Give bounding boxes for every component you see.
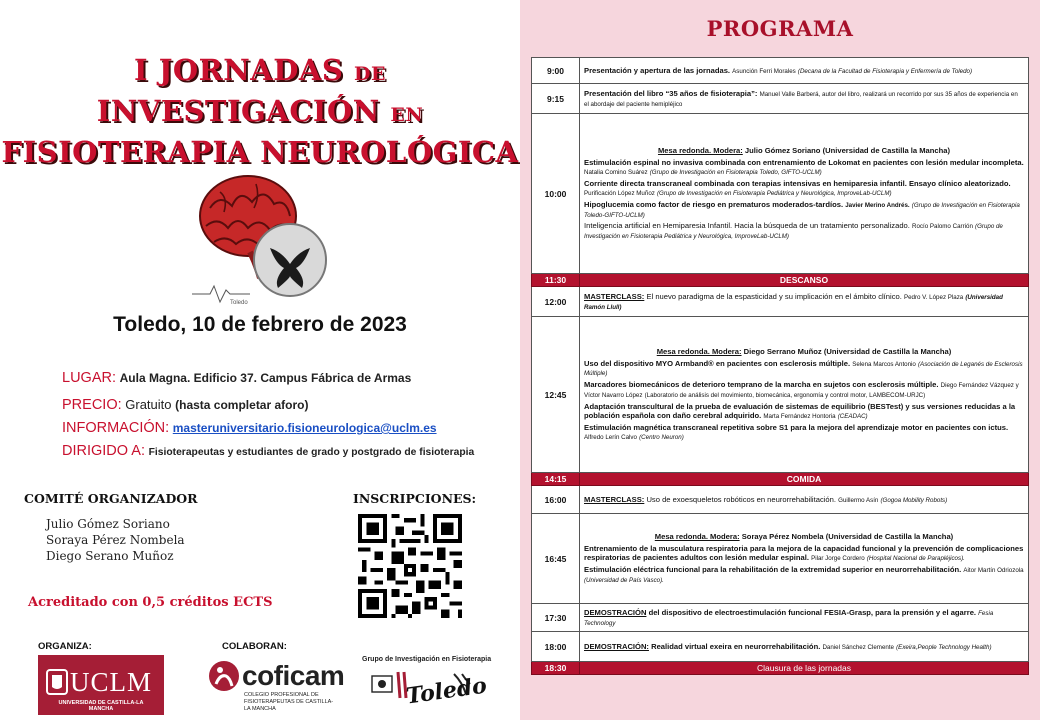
info-dirigido: DIRIGIDO A: Fisioterapeutas y estudiantes de grado y postgrado de fisioterapia (62, 443, 475, 459)
coficam-emblem-icon (208, 660, 240, 692)
session-time: 9:00 (532, 58, 580, 84)
schedule-row (532, 317, 1029, 473)
round-table-moderator: Mesa redonda. Modera: Soraya Pérez Nombela (Universidad de Castilla la Mancha) (654, 532, 954, 542)
program-panel (520, 0, 1040, 720)
event-title: I JORNADAS DE INVESTIGACIÓN EN FISIOTERAPIA NEUROLÓGICA (1, 53, 519, 169)
talk-item: Corriente directa transcraneal combinada con terapias intensivas en hemiparesia infantil. Ensayo clínico aleatorizado. Purificación López Muñoz (Grupo de Investigación en Fisioterapia Pediátrica y Neurológica, ImproveLab-UCLM) (584, 178, 1011, 198)
session-time: 12:45 (532, 317, 580, 473)
talk-item: Inteligencia artificial en Hemiparesia Infantil. Hacia la búsqueda de un tratamiento personalizado. Rocío Palomo Carrión (Grupo de Investigación en Fisioterapia Pediátrica y Neurológica, ImproveLab-UCLM) (584, 221, 1003, 241)
uclm-emblem-icon (46, 669, 68, 695)
session-content: DEMOSTRACIÓN del dispositivo de electroestimulación funcional FESIA-Grasp, para la prensión y el agarre. Fesia Technology (580, 604, 1029, 632)
session-time: 16:00 (532, 486, 580, 514)
program-heading: PROGRAMA (706, 16, 854, 41)
session-content: Presentación del libro “35 años de fisioterapia”: Manuel Valle Barberá, autor del libro, realizará un recorrido por sus 35 años de experiencia en el abordaje del paciente hemipléjico (580, 84, 1029, 114)
talk-item: Adaptación transcultural de la prueba de evaluación de sistemas de equilibrio (BESTest) y sus versiones reducidas a la población española con daño cerebral adquirido. Marta Fernández Hontoria (CEADAC) (584, 401, 1016, 420)
ects-credits-note: Acreditado con 0,5 créditos ECTS (28, 595, 273, 610)
schedule-row (532, 604, 1029, 632)
talk-item: Entrenamiento de la musculatura respiratoria para la mejora de la capacidad funcional y la prevención de complicaciones respiratorias de pacientes adultos con lesión medular espinal. Pilar Jorge Cordero (Hospital Nacional de Parapléjicos). (584, 543, 1024, 563)
session-time: 9:15 (532, 84, 580, 114)
schedule-break-row (532, 274, 1029, 287)
session-content: MASTERCLASS: El nuevo paradigma de la espasticidad y su implicación en el ámbito clínico. Pedro V. López Plaza (Universidad Ramón Llull) (580, 287, 1029, 317)
schedule-row (532, 58, 1029, 84)
closing-label: Clausura de las jornadas (580, 662, 1029, 675)
schedule-row (532, 632, 1029, 662)
talk-item: Estimulación eléctrica funcional para la rehabilitación de la extremidad superior en neurorrehabilitación. Aitor Martín Odriozola (Universidad de País Vasco). (584, 565, 1024, 584)
session-time: 14:15 (532, 473, 580, 486)
schedule-row (532, 84, 1029, 114)
session-content: MASTERCLASS: Uso de exoesqueletos robóticos en neurorrehabilitación. Guillermo Asín (Gogoa Mobility Robots) (580, 486, 1029, 514)
organiza-label: ORGANIZA: (38, 641, 92, 652)
round-table-moderator: Mesa redonda. Modera: Julio Gómez Soriano (Universidad de Castilla la Mancha) (657, 146, 951, 156)
round-table-moderator: Mesa redonda. Modera: Diego Serrano Muñoz (Universidad de Castilla la Mancha) (656, 347, 952, 357)
session-time: 16:45 (532, 514, 580, 604)
session-content (580, 114, 1029, 274)
schedule-break-row (532, 662, 1029, 675)
schedule-row (532, 486, 1029, 514)
brain-spinal-cord-illustration (190, 168, 330, 308)
program-schedule-table (531, 57, 1029, 675)
talk-item: Estimulación magnética transcraneal repetitiva sobre S1 para la mejora del aprendizaje motor en pacientes con ictus. Alfredo Lerín Calvo (Centro Neuron) (584, 422, 1009, 442)
session-content (580, 514, 1029, 604)
colaboran-label: COLABORAN: (222, 641, 287, 652)
comite-member: Soraya Pérez Nombela (46, 533, 185, 547)
session-time: 12:00 (532, 287, 580, 317)
talk-item: Hipoglucemia como factor de riesgo en prematuros moderados-tardíos. Javier Merino Andrés. (Grupo de Investigación en Fisioterapia Toledo-GIFTO-UCLM) (584, 199, 1020, 219)
illustration-caption: Toledo (230, 300, 248, 306)
session-content: DEMOSTRACIÓN: Realidad virtual exeira en neurorrehabilitación. Daniel Sánchez Clemente (Exeira,People Technology Health) (580, 632, 1029, 662)
talk-item: Estimulación espinal no invasiva combinada con entrenamiento de Lokomat en pacientes con lesión medular incompleta. Natalia Comino Suárez (Grupo de Investigación en Fisioterapia Toledo, GIFTO-UCLM) (584, 157, 1024, 176)
registration-qr-code[interactable] (358, 514, 462, 618)
schedule-row (532, 287, 1029, 317)
comite-member: Diego Serano Muñoz (46, 549, 174, 563)
spinal-cord-icon (254, 224, 326, 296)
schedule-break-row (532, 473, 1029, 486)
session-time: 11:30 (532, 274, 580, 287)
contact-email-link[interactable]: masteruniversitario.fisioneurologica@uclm.es (172, 421, 437, 435)
coficam-logo: coficam COLEGIO PROFESIONAL DE FISIOTERAPEUTAS DE CASTILLA-LA MANCHA (208, 660, 338, 716)
inscripciones-heading: INSCRIPCIONES: (353, 491, 477, 506)
session-time: 18:30 (532, 662, 580, 675)
session-content (580, 317, 1029, 473)
info-precio: PRECIO: Gratuito (hasta completar aforo) (62, 397, 309, 413)
schedule-row (532, 114, 1029, 274)
session-time: 18:00 (532, 632, 580, 662)
session-time: 10:00 (532, 114, 580, 274)
comite-heading: COMITÉ ORGANIZADOR (24, 491, 198, 506)
talk-item: Marcadores biomecánicos de deterioro temprano de la marcha en sujetos con esclerosis múltiple. Diego Fernández Vázquez y Víctor Navarro López (Laboratorio de análisis del movimiento, biomecánica, ergonomía y control motor, LAMBECOM-URJC) (584, 380, 1019, 399)
schedule-row (532, 514, 1029, 604)
talk-item: Uso del dispositivo MYO Armband® en pacientes con esclerosis múltiple. Selena Marcos Antonio (Asociación de Leganés de Esclerosis Múltiple) (584, 358, 1023, 378)
session-time: 17:30 (532, 604, 580, 632)
research-group-logo: Grupo de Investigación en Fisioterapia Toledo (362, 656, 492, 710)
break-label: COMIDA (580, 473, 1029, 486)
uclm-logo: UCLM UNIVERSIDAD DE CASTILLA-LA MANCHA (38, 655, 164, 715)
comite-member: Julio Gómez Soriano (46, 517, 170, 531)
event-date: Toledo, 10 de febrero de 2023 (113, 313, 407, 336)
info-informacion: INFORMACIÓN: masteruniversitario.fisioneurologica@uclm.es (62, 420, 437, 436)
session-content: Presentación y apertura de las jornadas. Asunción Ferri Morales (Decana de la Facultad de Fisioterapia y Enfermería de Toledo) (580, 58, 1029, 84)
break-label: DESCANSO (580, 274, 1029, 287)
info-lugar: LUGAR: Aula Magna. Edificio 37. Campus Fábrica de Armas (62, 370, 412, 386)
